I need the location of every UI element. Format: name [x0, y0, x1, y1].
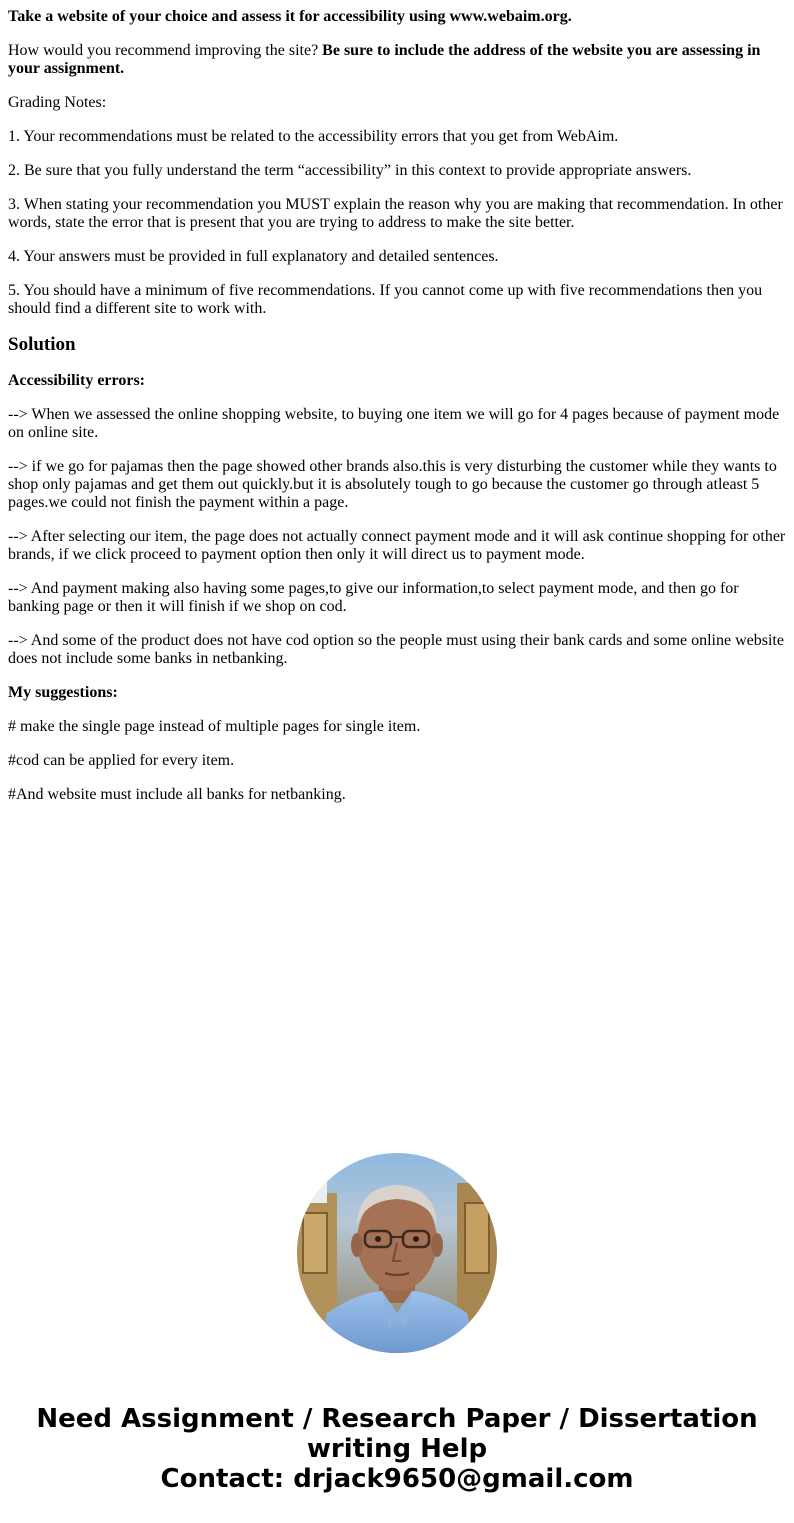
document-body — [8, 8, 788, 820]
error-item-3: --> After selecting our item, the page does not actually connect payment mode and it will ask continue shopping for other brands, if we click proceed to payment option then only it will direct us to payment mode. — [8, 528, 786, 563]
suggestion-item-3: #And website must include all banks for netbanking. — [8, 786, 346, 803]
error-item-4: --> And payment making also having some pages,to give our information,to select payment mode, and then go for banking page or then it will finish if we shop on cod. — [8, 580, 739, 615]
suggestion-item-2: #cod can be applied for every item. — [8, 752, 235, 769]
error-item-2: --> if we go for pajamas then the page showed other brands also.this is very disturbing the customer while they wants to shop only pajamas and get them out quickly.but it is absolutely tough to go because the customer go through atleast 5 pages.we could not finish the payment within a page. — [8, 458, 777, 511]
author-photo — [297, 1153, 497, 1353]
question-title: Take a website of your choice and assess it for accessibility using www.webaim.org. — [8, 8, 572, 25]
error-item-1: --> When we assessed the online shopping website, to buying one item we will go for 4 pages because of payment mode on online site. — [8, 406, 780, 441]
grading-note-2: 2. Be sure that you fully understand the term “accessibility” in this context to provide appropriate answers. — [8, 162, 692, 179]
solution-heading: Solution — [8, 334, 76, 355]
suggestions-label: My suggestions: — [8, 684, 118, 701]
grading-note-4: 4. Your answers must be provided in full explanatory and detailed sentences. — [8, 248, 499, 265]
grading-note-3: 3. When stating your recommendation you MUST explain the reason why you are making that recommendation. In other words, state the error that is present that you are trying to address to make the site better. — [8, 196, 783, 231]
grading-notes-label: Grading Notes: — [8, 94, 107, 111]
banner-line-3: Contact: drjack9650@gmail.com — [160, 1464, 634, 1494]
suggestion-item-1: # make the single page instead of multiple pages for single item. — [8, 718, 421, 735]
error-item-5: --> And some of the product does not have cod option so the people must using their bank cards and some online website does not include some banks in netbanking. — [8, 632, 784, 667]
grading-note-5: 5. You should have a minimum of five recommendations. If you cannot come up with five recommendations then you should find a different site to work with. — [8, 282, 763, 317]
banner-line-2: writing Help — [306, 1434, 488, 1464]
banner-line-1: Need Assignment / Research Paper / Dissertation — [36, 1404, 758, 1434]
question-prompt: How would you recommend improving the site? Be sure to include the address of the website you are assessing in your assignment. — [8, 42, 761, 77]
errors-label: Accessibility errors: — [8, 372, 145, 389]
grading-note-1: 1. Your recommendations must be related to the accessibility errors that you get from WebAim. — [8, 128, 619, 145]
portrait-image — [297, 1153, 497, 1353]
contact-banner — [0, 1404, 794, 1494]
